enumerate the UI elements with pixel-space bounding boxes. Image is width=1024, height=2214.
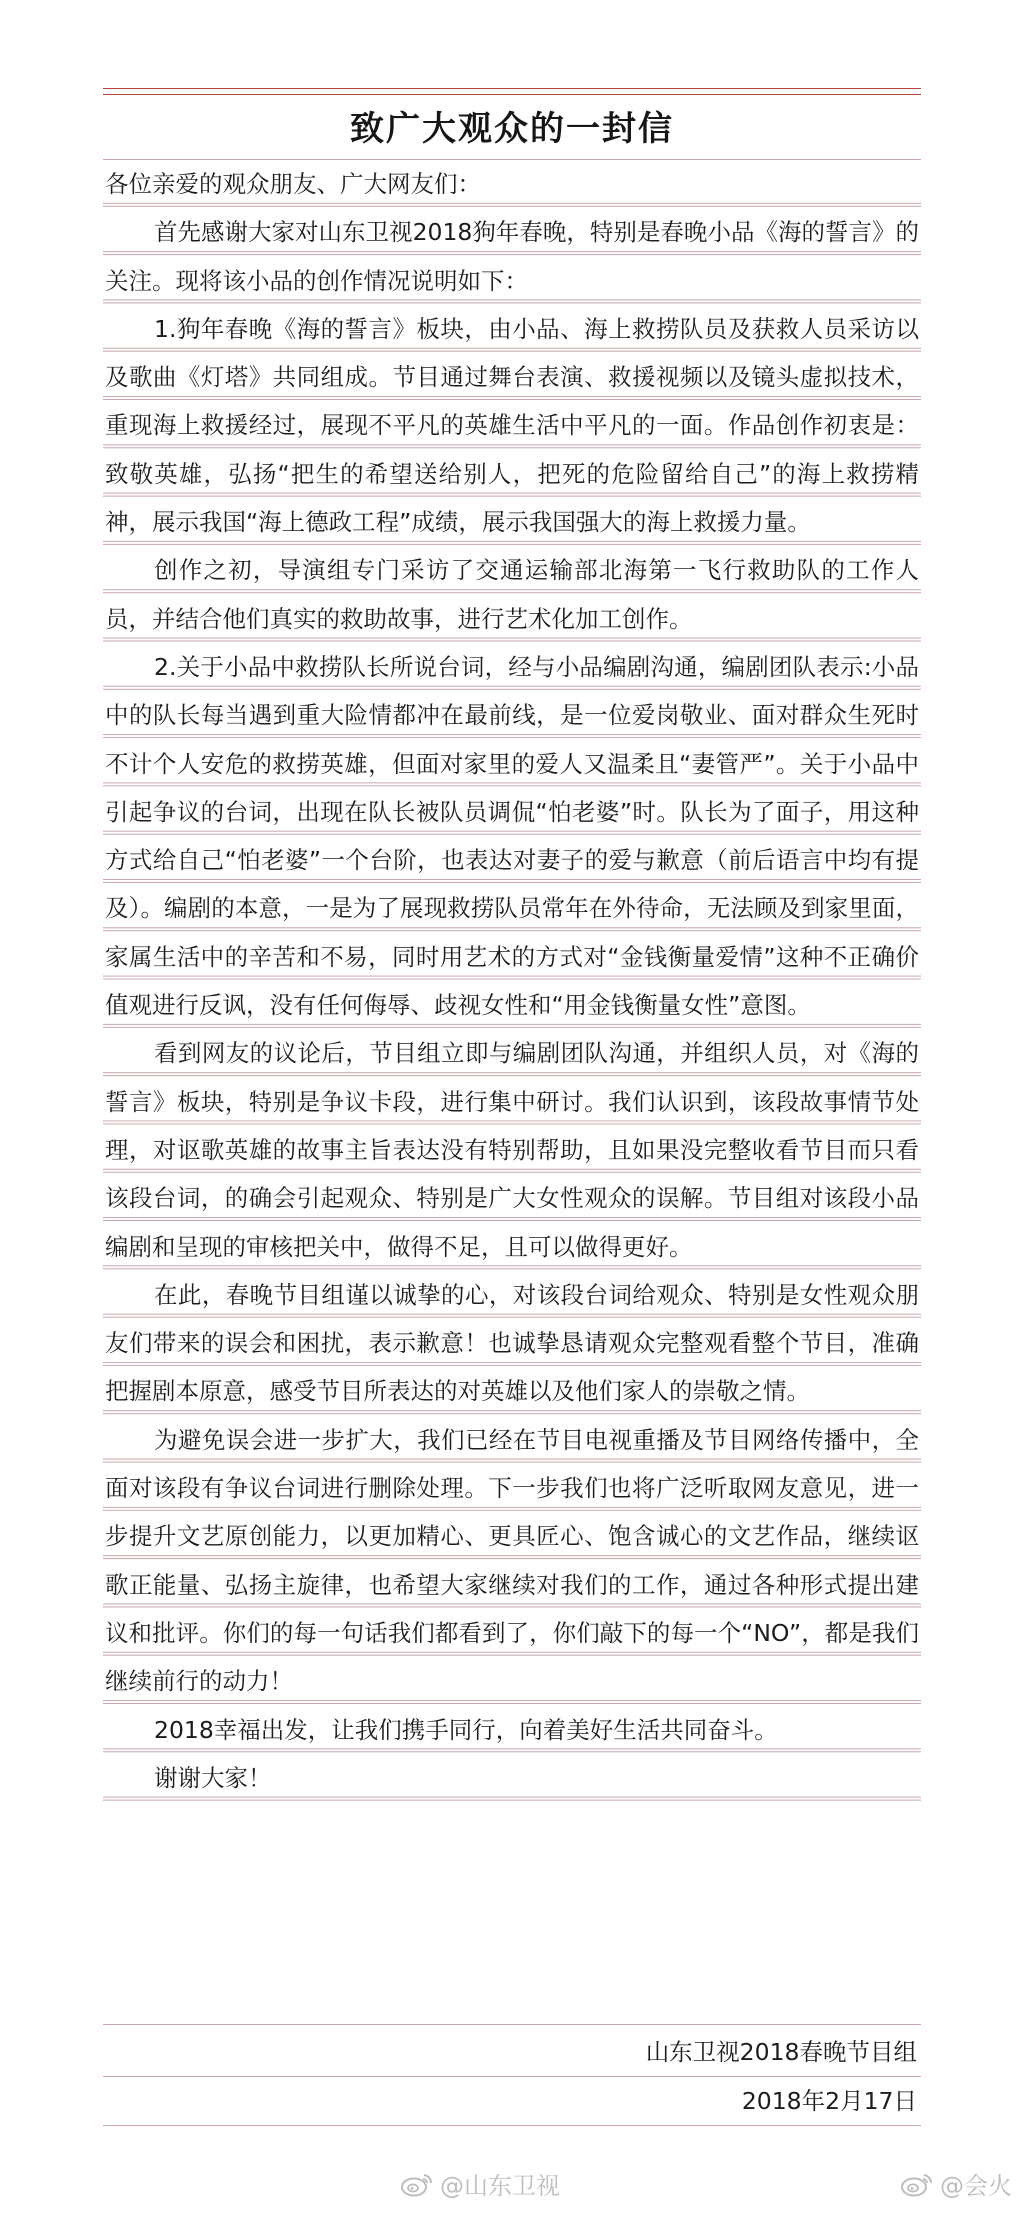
paragraph-creation: 创作之初，导演组专门采访了交通运输部北海第一飞行救助队的工作人员，并结合他们真实的救助故事，进行艺术化加工创作。 xyxy=(105,556,919,633)
paragraph-review: 看到网友的议论后，节目组立即与编剧团队沟通，并组织人员，对《海的誓言》板块，特别是争议卡段，进行集中研讨。我们认识到，该段故事情节处理，对讴歌英雄的故事主旨表达没有特别帮助，且如果没完整收看节目而只看该段台词，的确会引起观众、特别是广大女性观众的误解。节目组对该段小品编剧和呈现的审核把关中，做得不足，且可以做得更好。 xyxy=(105,1039,919,1261)
weibo-icon xyxy=(900,2171,934,2197)
title-double-rule xyxy=(103,88,921,95)
signature-block xyxy=(103,2024,921,2126)
letter xyxy=(103,88,921,1802)
watermark-text: @山东卫视 xyxy=(440,2172,560,2200)
paragraph-point-1: 1.狗年春晚《海的誓言》板块，由小品、海上救捞队员及获救人员采访以及歌曲《灯塔》共同组成。节目通过舞台表演、救援视频以及镜头虚拟技术，重现海上救援经过，展现不平凡的英雄生活中平凡的一面。作品创作初衷是：致敬英雄，弘扬“把生的希望送给别人，把死的危险留给自己”的海上救捞精神，展示我国“海上德政工程”成绩，展示我国强大的海上救援力量。 xyxy=(105,314,919,537)
letter-date: 2018年2月17日 xyxy=(103,2077,921,2126)
paragraph-point-2: 2.关于小品中救捞队长所说台词，经与小品编剧沟通，编剧团队表示:小品中的队长每当遇到重大险情都冲在最前线，是一位爱岗敬业、面对群众生死时不计个人安危的救捞英雄，但面对家里的爱人又温柔且“妻管严”。关于小品中引起争议的台词，出现在队长被队员调侃“怕老婆”时。队长为了面子，用这种方式给自己“怕老婆”一个台阶，也表达对妻子的爱与歉意（前后语言中均有提及）。编剧的本意，一是为了展现救捞队员常年在外待命，无法顾及到家里面，家属生活中的辛苦和不易，同时用艺术的方式对“金钱衡量爱情”这种不正确价值观进行反讽，没有任何侮辱、歧视女性和“用金钱衡量女性”意图。 xyxy=(105,652,919,1020)
watermark-shandong-tv xyxy=(400,2166,560,2201)
greeting: 各位亲爱的观众朋友、广大网友们： xyxy=(105,170,481,198)
watermark-huihuo xyxy=(900,2166,1012,2201)
paragraph-2018: 2018幸福出发，让我们携手同行，向着美好生活共同奋斗。 xyxy=(154,1715,778,1744)
paragraph-apology: 在此，春晚节目组谨以诚挚的心，对该段台词给观众、特别是女性观众朋友们带来的误会和困扰，表示歉意！也诚挚恳请观众完整观看整个节目，准确把握剧本原意，感受节目所表达的对英雄以及他们家人的崇敬之情。 xyxy=(105,1280,919,1406)
paragraph-intro: 首先感谢大家对山东卫视2018狗年春晚，特别是春晚小品《海的誓言》的关注。现将该小品的创作情况说明如下： xyxy=(105,218,919,295)
weibo-icon xyxy=(400,2171,434,2197)
letter-body xyxy=(103,159,921,1802)
paragraph-actions: 为避免误会进一步扩大，我们已经在节目电视重播及节目网络传播中，全面对该段有争议台词进行删除处理。下一步我们也将广泛听取网友意见，进一步提升文艺原创能力，以更加精心、更具匠心、饱含诚心的文艺作品，继续讴歌正能量、弘扬主旋律，也希望大家继续对我们的工作，通过各种形式提出建议和批评。你们的每一句话我们都看到了，你们敲下的每一个“NO”，都是我们继续前行的动力！ xyxy=(105,1425,919,1696)
closing-thanks: 谢谢大家！ xyxy=(154,1763,272,1792)
watermark-text: @会火 xyxy=(940,2172,1012,2200)
letter-title: 致广大观众的一封信 xyxy=(350,109,674,149)
signature: 山东卫视2018春晚节目组 xyxy=(103,2028,921,2077)
